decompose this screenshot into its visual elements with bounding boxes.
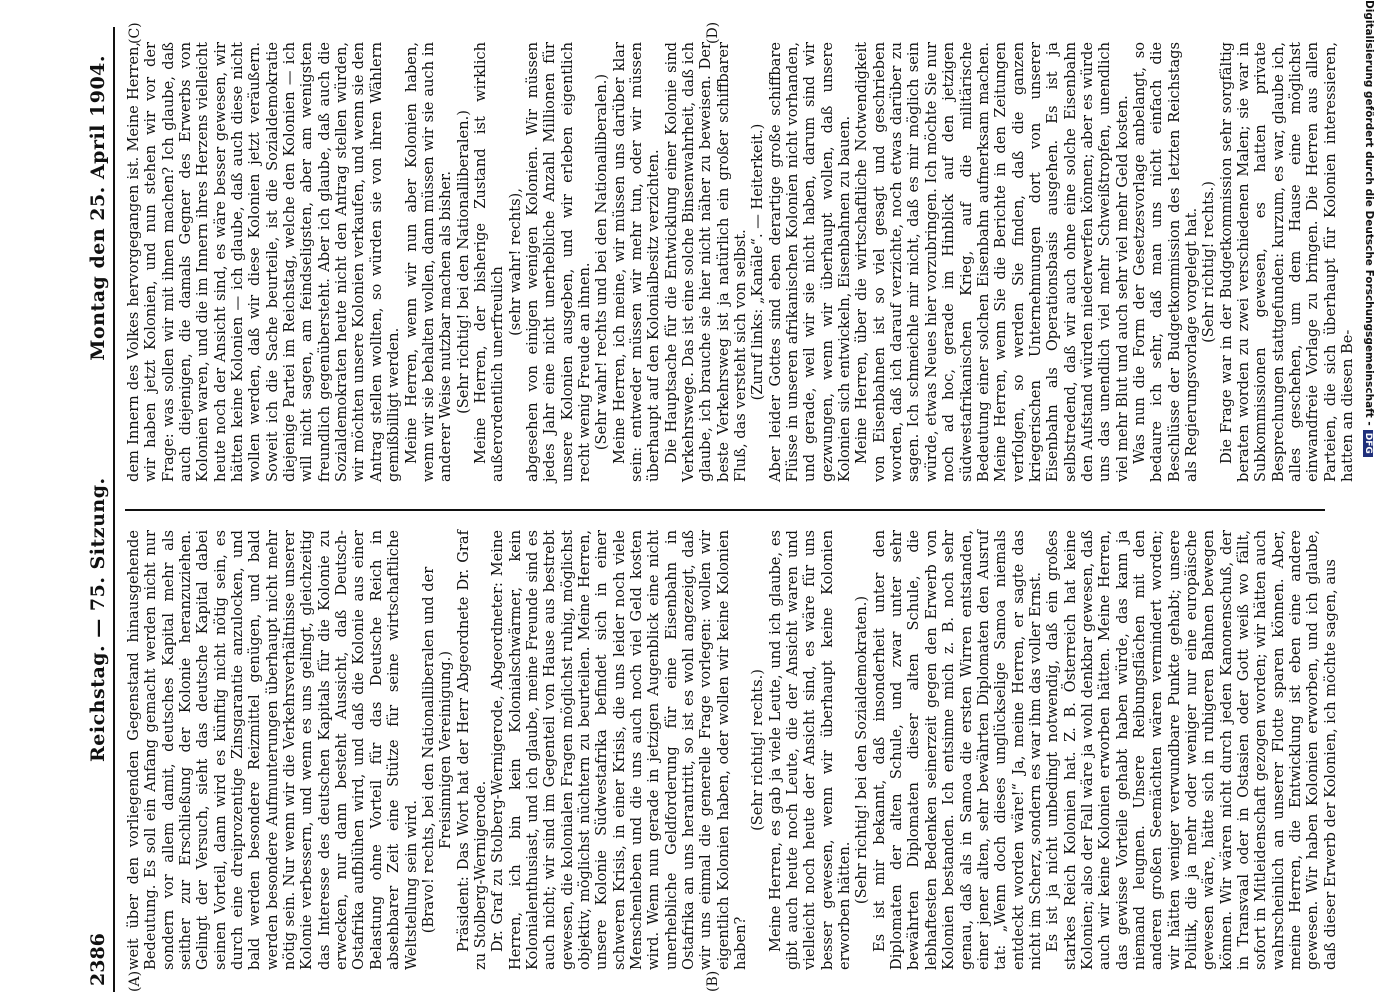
left-column-paragraph: (Sehr richtig! rechts.) bbox=[749, 669, 767, 831]
left-column-paragraph: Es ist ja nicht unbedingt notwendig, daß ein großes starkes Reich Kolonien hat. Z. B. Österreich hat keine Kolonien; also der Fall wäre ja wohl denkbar gewesen, daß auch wir keine Kolonien erworben hätten. Meine Herren, das gewisse Vorteile gehabt haben würde, das kann ja niemand leugnen. Unsere Reibungsflächen mit den anderen großen Seemächten wären vermindert worden; wir hätten weniger verwundbare Punkte gehabt; unsere Politik, die ja mehr oder weniger nur eine europäische gewesen wäre, hätte sich in ruhigeren Bahnen bewegen können. Wir wären nicht durch jeden Kanonenschuß, der in Transvaal oder in Ostasien oder Gott weiß wo fällt, sofort in Mitleidenschaft gezogen worden; wir hätten auch wahrscheinlich an unserer Flotte sparen können. Aber, meine Herren, die Entwicklung ist eben eine andere gewesen. Wir haben Kolonien erworben, und ich glaube, daß dieser Erwerb der Kolonien, ich möchte sagen, aus bbox=[1044, 530, 1339, 970]
right-column-paragraph: Was nun die Form der Gesetzesvorlage anbelangt, so bedaure ich sehr, daß man uns nicht einfach die Beschlüsse der Budgetkommission des letzten Reichstags als Regierungsvorlage vorgelegt hat. bbox=[1130, 42, 1200, 482]
right-column-paragraph: abgesehen von einigen wenigen Kolonien. Wir müssen jedes Jahr eine nicht unerhebliche Anzahl Millionen für unsere Kolonien ausgeben, und wir erleben eigentlich recht wenig Freude an ihnen. bbox=[523, 42, 593, 482]
left-text-column bbox=[125, 530, 1339, 970]
right-column-paragraph: Meine Herren, ich meine, wir müssen uns darüber klar sein: entweder müssen wir mehr tun, oder wir müssen überhaupt auf den Kolonialbesitz verzichten. bbox=[610, 42, 663, 482]
page-number: 2386 bbox=[87, 933, 109, 986]
column-divider bbox=[125, 509, 1325, 511]
left-column-paragraph: Präsident: Das Wort hat der Herr Abgeordnete Dr. Graf zu Stolberg-Wernigerode. bbox=[454, 530, 489, 970]
margin-marker-b: (B) bbox=[705, 970, 721, 992]
right-column-paragraph: Meine Herren, über die wirtschaftliche Notwendigkeit von Eisenbahnen ist so viel gesagt und geschrieben worden, daß ich darauf verzichte, noch etwas darüber zu sagen. Ich schmeichle mir nicht, daß es mir möglich sein würde, etwas Neues hier vorzubringen. Ich möchte Sie nur noch ad hoc, gerade im Hinblick auf den jetzigen südwestafrikanischen Krieg, auf die militärische Bedeutung einer solchen Eisenbahn aufmerksam machen. Meine Herren, wenn Sie die Berichte in den Zeitungen verfolgen, so werden Sie finden, daß die ganzen kriegerischen Unternehmungen dort von unserer Eisenbahn als Operationsbasis ausgehen. Es ist ja selbstredend, daß wir auch ohne eine solche Eisenbahn den Aufstand würden niederwerfen können; aber es würde uns das unendlich viel mehr Schweißtropfen, unendlich viel mehr Blut und auch sehr viel mehr Geld kosten. bbox=[853, 42, 1131, 482]
margin-marker-d: (D) bbox=[705, 21, 721, 44]
margin-marker-a: (A) bbox=[127, 970, 143, 992]
right-column-paragraph: (sehr wahr! rechts), bbox=[506, 188, 524, 336]
right-column-paragraph: (Zuruf links: „Kanäle“. — Heiterkeit.) bbox=[749, 123, 767, 401]
page-header bbox=[85, 27, 115, 992]
right-text-column bbox=[125, 42, 1357, 482]
session-date: Montag den 25. April 1904. bbox=[87, 55, 109, 361]
credit-text: Digitalisierung gefördert durch die Deutsche Forschungsgemeinschaft - bbox=[1363, 0, 1375, 426]
right-column-paragraph: dem Innern des Volkes hervorgegangen ist. Meine Herren, wir haben jetzt Kolonien, und nun stehen wir vor der Frage: was sollen wir mit ihnen machen? Ich glaube, daß auch diejenigen, die damals Gegner des Erwerbs von Kolonien waren, und die im Innern ihres Herzens vielleicht heute noch der Ansicht sind, es wäre besser gewesen, wir hätten keine Kolonien — ich glaube, daß auch diese nicht wollen werden, daß wir diese Kolonien jetzt veräußern. Soweit ich die Sache beurteile, ist die Sozialdemokratie diejenige Partei im Reichstag, welche den Kolonien — ich will nicht sagen, am feindseligsten, aber am wenigsten freundlich gegenübersteht. Aber ich glaube, daß auch die Sozialdemokraten heute nicht den Antrag stellen würden, wir möchten unsere Kolonien verkaufen, und wenn sie den Antrag stellen wollten, so würden sie von ihren Wählern gemißbilligt werden. bbox=[125, 42, 403, 482]
right-column-paragraph: Meine Herren, der bisherige Zustand ist wirklich außerordentlich unerfreulich bbox=[471, 42, 507, 482]
digitization-credit bbox=[1361, 0, 1375, 980]
left-column-paragraph: Dr. Graf zu Stolberg-Wernigerode, Abgeordneter: Meine Herren, ich bin kein Kolonialschwärmer, kein Kolonialenthusiast, und ich glaube, meine Freunde sind es auch nicht; wir sind im Gegenteil von Hause aus bestrebt gewesen, die kolonialen Fragen möglichst ruhig, möglichst objektiv, möglichst nüchtern zu beurteilen. Meine Herren, unsere Kolonie Südwestafrika befindet sich in einer schweren Krisis, in einer Krisis, die uns leider noch viele Menschenleben und die uns auch noch viel Geld kosten wird. Wenn nun gerade in jetzigen Augenblick eine nicht unerhebliche Geldforderung für eine Eisenbahn in Ostafrika an uns herantritt, so ist es wohl angezeigt, daß wir uns einmal die generelle Frage vorlegen: wollen wir eigentlich Kolonien haben, oder wollen wir keine Kolonien haben? bbox=[489, 530, 750, 970]
left-column-paragraph: Es ist mir bekannt, daß insonderheit unter den Diplomaten der alten Schule, und zwar unter sehr bewährten Diplomaten dieser alten Schule, die lebhaftesten Bedenken seinerzeit gegen den Erwerb von Kolonien bestanden. Ich entsinne mich z. B. noch sehr genau, daß als in Samoa die ersten Wirren entstanden, einer jener alten, sehr bewährten Diplomaten den Ausruf tat: „Wenn doch dieses unglückselige Samoa niemals entdeckt worden wäre!“ Ja, meine Herren, er sagte das nicht im Scherz, sondern es war ihm das voller Ernst. bbox=[870, 530, 1044, 970]
left-column-paragraph: weit über den vorliegenden Gegenstand hinausgehende Bedeutung. Es soll ein Anfang gemacht werden nicht nur sondern vor allem damit, deutsches Kapital mehr als seither zur Erschließung der Kolonie heranzuziehen. Gelingt der Versuch, sieht das deutsche Kapital dabei seinen Vorteil, dann wird es künftig nicht nötig sein, es durch eine dreiprozentige Zinsgarantie anzulocken, und bald werden besondere Reizmittel genügen, und bald werden besondere Aufmunterungen überhaupt nicht mehr nötig sein. Nur wenn wir die Verkehrsverhältnisse unserer Kolonie verbessern, und wenn es uns gelingt, gleichzeitig das Interesse des deutschen Kapitals für die Kolonie zu erwecken, nur dann besteht Aussicht, daß Deutsch-Ostafrika aufblühen wird, und daß die Kolonie aus einer Belastung ohne Vorteil für das Deutsche Reich in absehbarer Zeit eine Stütze für seine wirtschaftliche Weltstellung sein wird. bbox=[125, 530, 420, 970]
right-column-paragraph: Die Frage war in der Budgetkommission sehr sorgfältig beraten worden zu zwei verschiedenen Malen; sie war in Subkommissionen gewesen, es hatten private Besprechungen stattgefunden: kurzum, es war, glaube ich, alles geschehen, um dem Hause eine möglichst einwandfreie Vorlage zu bringen. Die Herren aus allen Parteien, die sich überhaupt für Kolonien interessieren, hatten an diesen Be- bbox=[1217, 42, 1357, 482]
right-column-paragraph: (Sehr wahr! rechts und bei den Nationalliberalen.) bbox=[593, 73, 611, 451]
dfg-logo: DFG bbox=[1363, 430, 1373, 457]
right-column-paragraph: Meine Herren, wenn wir nun aber Kolonien haben, wenn wir sie behalten wollen, dann müssen wir sie auch in anderer Weise nutzbar machen als bisher. bbox=[402, 42, 455, 482]
right-column-paragraph: (Sehr richtig! bei den Nationalliberalen.) bbox=[454, 110, 472, 414]
left-column-paragraph: (Sehr richtig! bei den Sozialdemokraten.) bbox=[853, 595, 871, 905]
right-column-paragraph: Aber leider Gottes sind eben derartige große schiffbare Flüsse in unseren afrikanischen Kolonien nicht vorhanden, und gerade, weil wir sie nicht haben, darum sind wir gezwungen, wenn wir überhaupt wollen, daß unsere Kolonien sich entwickeln, Eisenbahnen zu bauen. bbox=[766, 42, 854, 482]
right-column-paragraph: Die Hauptsache für die Entwicklung einer Kolonie sind Verkehrswege. Das ist eine solche Binsenwahrheit, daß ich glaube, ich brauche sie hier nicht näher zu beweisen. Der beste Verkehrsweg ist ja natürlich ein großer schiffbarer Fluß, das versteht sich von selbst. bbox=[662, 42, 750, 482]
document-sheet bbox=[85, 21, 1357, 992]
left-column-paragraph: Meine Herren, es gab ja viele Leute, und ich glaube, es gibt auch heute noch Leute, die der Ansicht waren und vielleicht noch heute der Ansicht sind, es wäre für uns besser gewesen, wenn wir überhaupt keine Kolonien erworben hätten. bbox=[766, 530, 854, 970]
margin-marker-c: (C) bbox=[127, 22, 143, 44]
right-column-paragraph: (Sehr richtig! rechts.) bbox=[1200, 181, 1218, 343]
left-column-paragraph: (Bravo! rechts, bei den Nationalliberalen und der Freisinnigen Vereinigung.) bbox=[419, 566, 455, 934]
session-title: Reichstag. — 75. Sitzung. bbox=[87, 477, 109, 762]
